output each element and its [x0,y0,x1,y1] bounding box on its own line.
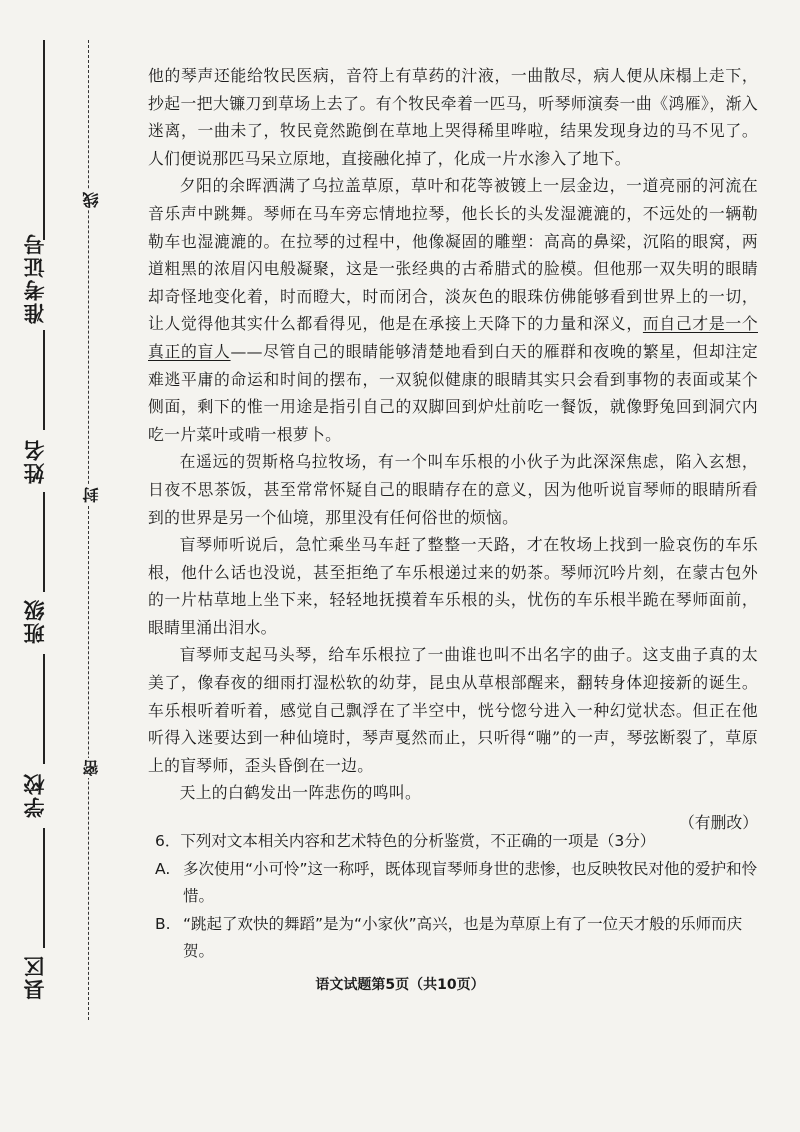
margin-field-school: 学校 [23,772,47,818]
passage-paragraph-5: 盲琴师支起马头琴，给车乐根拉了一曲谁也叫不出名字的曲子。这支曲子真的太美了，像春夜的细雨打湿松软的幼芽，昆虫从草根部醒来，翻转身体迎接新的诞生。车乐根听着听着，感觉自己飘浮在了半空中，恍兮惚兮进入一种幻觉状态。但正在他听得入迷要达到一种仙境时，琴声戛然而止，只听得“嘣”的一声，琴弦断裂了，草原上的盲琴师，歪头昏倒在一边。 [148,645,758,775]
question-stem: 6．下列对文本相关内容和艺术特色的分析鉴赏，不正确的一项是（3分） [155,832,656,850]
source-note: （有删改） [679,813,758,833]
passage-paragraph-3: 在遥远的贺斯格乌拉牧场，有一个叫车乐根的小伙子为此深深焦虑，陷入玄想，日夜不思茶饭，甚至常常怀疑自己的眼睛存在的意义，因为他听说盲琴师的眼睛所看到的世界是另一个仙境，那里没有任何俗世的烦恼。 [148,452,758,527]
reading-passage [148,62,758,839]
question-6 [155,828,760,966]
option-text: “跳起了欢快的舞蹈”是为“小家伙”高兴，也是为草原上有了一位天才般的乐师而庆贺。 [183,914,743,961]
passage-paragraph-6: 天上的白鹤发出一阵悲伤的鸣叫。 [179,783,422,803]
option-text: 多次使用“小可怜”这一称呼，既体现盲琴师身世的悲惨，也反映牧民对他的爱护和怜惜。 [183,859,758,906]
margin-underline [43,492,45,592]
passage-text: 夕阳的余晖洒满了乌拉盖草原，草叶和花等被镀上一层金边，一道亮丽的河流在音乐声中跳舞。琴师在马车旁忘情地拉琴，他长长的头发湿漉漉的，不远处的一辆勒勒车也湿漉漉的。在拉琴的过程中，他像凝固的雕塑：高高的鼻梁，沉陷的眼窝，两道粗黑的浓眉闪电般凝聚，这是一张经典的古希腊式的脸模。但他那一双失明的眼睛却奇怪地变化着，时而瞪大，时而闭合，淡灰色的眼珠仿佛能够看到世界上的一切，让人觉得他其实什么都看得见，他是在承接上天降下的力量和深义， [148,176,758,334]
option-letter: A. [155,859,171,878]
underlined-sentence: 而自己才是一个真正的盲人 [148,314,758,361]
seal-word-seal: 封 [82,487,101,503]
margin-underline [43,654,45,764]
seal-word-line: 线 [82,192,101,208]
margin-underline [43,828,45,948]
margin-field-name: 姓名 [23,438,47,484]
passage-text: 眼睛能够清楚地看到白天的雁群和夜晚的繁星，但却注定难逃平庸的命运和时间的摆布，一双貌似健康的眼睛其实只会看到事物的表面或某个侧面，剩下的惟一用途是指引自己的双脚回到炉灶前吃一餐饭，就像野兔回到洞穴内吃一片菜叶或啃一根萝卜。 [148,341,758,444]
passage-paragraph-2 [148,172,758,448]
margin-field-exam-number: 准考证号 [23,232,47,324]
option-a [155,856,760,911]
passage-text: ——尽管自己的 [230,341,346,361]
margin-field-class: 班级 [23,598,47,644]
margin-underline [43,330,45,430]
option-letter: B. [155,914,171,933]
margin-field-district: 县区 [23,954,47,1000]
passage-paragraph-4: 盲琴师听说后，急忙乘坐马车赶了整整一天路，才在牧场上找到一脸哀伤的车乐根，他什么话也没说，甚至拒绝了车乐根递过来的奶茶。琴师沉吟片刻，在蒙古包外的一片枯草地上坐下来，轻轻地抚摸着车乐根的头，忧伤的车乐根半跪在琴师面前，眼睛里涌出泪水。 [148,535,758,637]
seal-word-secret: 密 [82,760,101,776]
page-footer: 语文试题第5页（共10页） [315,977,485,993]
passage-paragraph-1: 他的琴声还能给牧民医病，音符上有草药的汁液，一曲散尽，病人便从床榻上走下，抄起一把大镰刀到草场上去了。有个牧民牵着一匹马，听琴师演奏一曲《鸿雁》，渐入迷离，一曲未了，牧民竟然跪倒在草地上哭得稀里哗啦，结果发现身边的马不见了。人们便说那匹马呆立原地，直接融化掉了，化成一片水渗入了地下。 [148,66,758,168]
margin-underline [43,40,45,240]
option-b [155,911,760,966]
seal-cut-line [88,40,89,1020]
